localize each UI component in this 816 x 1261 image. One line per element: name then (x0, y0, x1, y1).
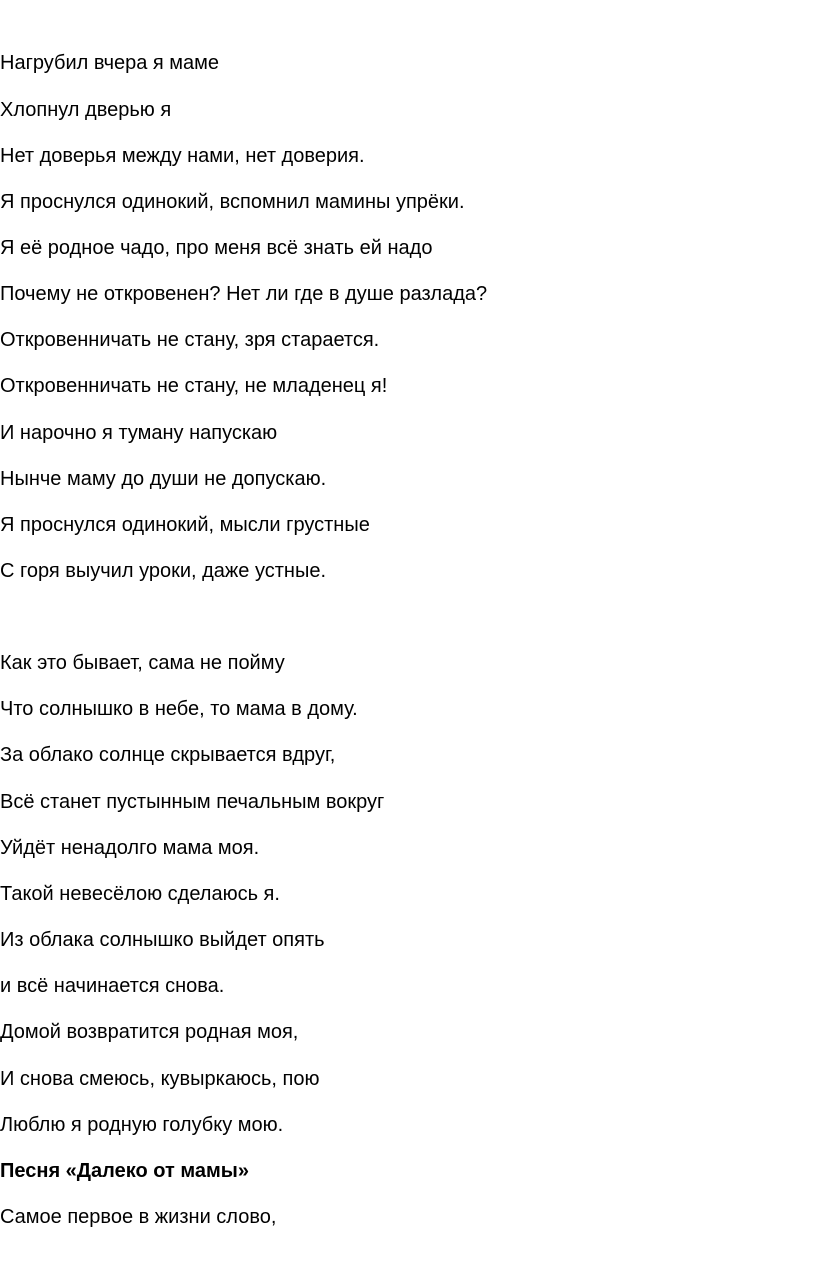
poem2-line-11: Люблю я родную голубку мою. (0, 1114, 284, 1136)
poem1-line-4: Я проснулся одинокий, вспомнил мамины упрёки. (0, 191, 465, 213)
poem1-line-1: Нагрубил вчера я маме (0, 52, 220, 74)
poem2-line-7: Из облака солнышко выйдет опять (0, 929, 325, 951)
poem1-line-10: Нынче маму до души не допускаю. (0, 468, 327, 490)
song-first-line: Самое первое в жизни слово, (0, 1206, 277, 1228)
poem1-line-8: Откровенничать не стану, не младенец я! (0, 375, 388, 397)
poem2-line-4: Всё станет пустынным печальным вокруг (0, 791, 385, 813)
poem1-line-7: Откровенничать не стану, зря старается. (0, 329, 380, 351)
poem2-line-1: Как это бывает, сама не пойму (0, 652, 285, 674)
song-title: Песня «Далеко от мамы» (0, 1160, 249, 1182)
poem2-line-5: Уйдёт ненадолго мама моя. (0, 837, 260, 859)
poem2-line-3: За облако солнце скрывается вдруг, (0, 744, 336, 766)
poem1-line-3: Нет доверья между нами, нет доверия. (0, 145, 365, 167)
poem2-line-9: Домой возвратится родная моя, (0, 1021, 299, 1043)
poem1-line-2: Хлопнул дверью я (0, 99, 172, 121)
poem1-line-9: И нарочно я туману напускаю (0, 422, 278, 444)
poem2-line-10: И снова смеюсь, кувыркаюсь, пою (0, 1068, 320, 1090)
poem1-line-12: С горя выучил уроки, даже устные. (0, 560, 327, 582)
poem1-line-5: Я её родное чадо, про меня всё знать ей надо (0, 237, 433, 259)
poem2-line-8: и всё начинается снова. (0, 975, 225, 997)
poem2-line-2: Что солнышко в небе, то мама в дому. (0, 698, 358, 720)
poem1-line-11: Я проснулся одинокий, мысли грустные (0, 514, 370, 536)
poem1-line-6: Почему не откровенен? Нет ли где в душе разлада? (0, 283, 488, 305)
poem2-line-6: Такой невесёлою сделаюсь я. (0, 883, 280, 905)
